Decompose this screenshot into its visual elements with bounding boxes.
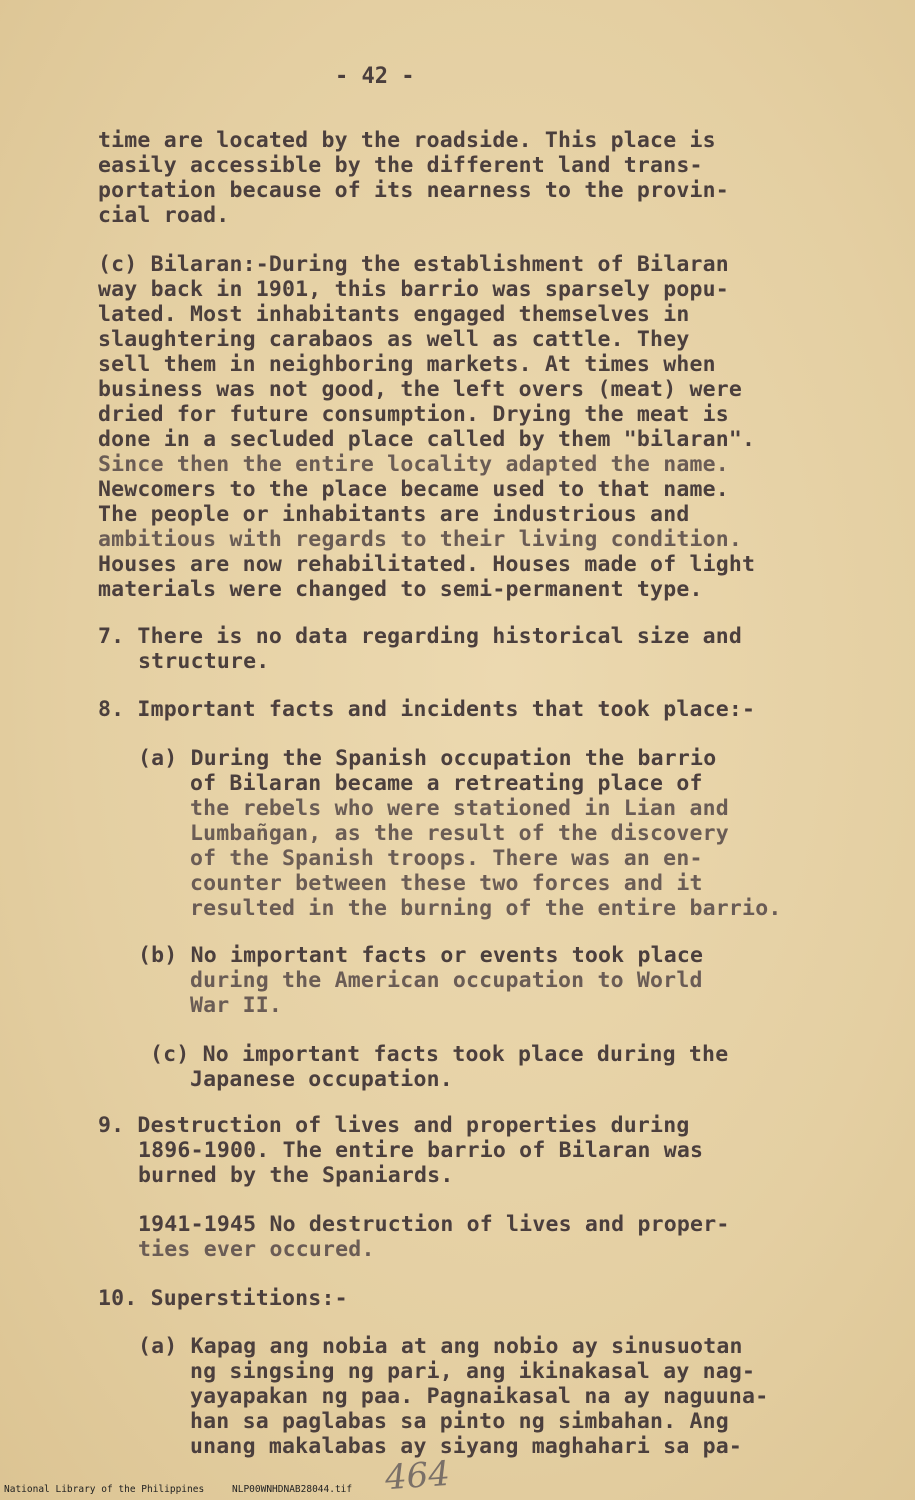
- text-line: of Bilaran became a retreating place of: [190, 771, 703, 796]
- text-line: during the American occupation to World: [190, 968, 703, 993]
- handwritten-page-number: 464: [383, 1453, 452, 1499]
- text-line: War II.: [190, 993, 283, 1018]
- text-line: way back in 1901, this barrio was sparsely popu-: [98, 277, 729, 302]
- footer-library: National Library of the Philippines: [4, 1484, 205, 1495]
- text-line: han sa paglabas sa pinto ng simbahan. Ang: [190, 1409, 729, 1434]
- text-line: Japanese occupation.: [190, 1067, 453, 1092]
- text-line: sell them in neighboring markets. At times when: [98, 352, 716, 377]
- text-line: 1941-1945 No destruction of lives and proper-: [138, 1212, 730, 1237]
- text-line: The people or inhabitants are industrious and: [98, 502, 690, 527]
- text-line: 9. Destruction of lives and properties during: [98, 1113, 690, 1138]
- text-line: ng singsing ng pari, ang ikinakasal ay nag-: [190, 1359, 756, 1384]
- text-line: yayapakan ng paa. Pagnaikasal na ay naguuna-: [190, 1384, 769, 1409]
- text-line: (b) No important facts or events took place: [138, 943, 704, 968]
- text-line: Lumbañgan, as the result of the discovery: [190, 821, 729, 846]
- text-line: (a) During the Spanish occupation the barrio: [138, 746, 717, 771]
- text-line: resulted in the burning of the entire barrio.: [190, 896, 782, 921]
- text-line: (c) Bilaran:-During the establishment of Bilaran: [98, 252, 729, 277]
- text-line: time are located by the roadside. This place is: [98, 128, 716, 153]
- text-line: the rebels who were stationed in Lian and: [190, 796, 729, 821]
- text-line: (c) No important facts took place during the: [150, 1042, 729, 1067]
- text-line: ties ever occured.: [138, 1237, 375, 1262]
- text-line: business was not good, the left overs (meat) were: [98, 377, 743, 402]
- footer-filename: NLP00WNHDNAB28044.tif: [232, 1484, 353, 1495]
- text-line: burned by the Spaniards.: [138, 1163, 454, 1188]
- text-line: lated. Most inhabitants engaged themselves in: [98, 302, 690, 327]
- text-line: counter between these two forces and it: [190, 871, 703, 896]
- text-line: done in a secluded place called by them "bilaran".: [98, 427, 756, 452]
- text-line: 7. There is no data regarding historical size and: [98, 624, 743, 649]
- text-line: 1896-1900. The entire barrio of Bilaran was: [138, 1138, 704, 1163]
- text-line: easily accessible by the different land trans-: [98, 153, 703, 178]
- text-line: (a) Kapag ang nobia at ang nobio ay sinusuotan: [138, 1334, 743, 1359]
- text-line: 8. Important facts and incidents that took place:-: [98, 697, 756, 722]
- text-line: Since then the entire locality adapted the name.: [98, 452, 729, 477]
- text-line: portation because of its nearness to the provin-: [98, 178, 729, 203]
- text-line: ambitious with regards to their living condition.: [98, 527, 743, 552]
- text-line: materials were changed to semi-permanent type.: [98, 577, 703, 602]
- text-line: Houses are now rehabilitated. Houses made of light: [98, 552, 756, 577]
- text-line: structure.: [138, 649, 270, 674]
- text-line: dried for future consumption. Drying the meat is: [98, 402, 729, 427]
- text-line: of the Spanish troops. There was an en-: [190, 846, 703, 871]
- page-number: - 42 -: [335, 64, 415, 89]
- text-line: Newcomers to the place became used to that name.: [98, 477, 729, 502]
- text-line: 10. Superstitions:-: [98, 1286, 348, 1311]
- text-line: cial road.: [98, 203, 230, 228]
- text-line: unang makalabas ay siyang maghahari sa pa-: [190, 1434, 743, 1459]
- text-line: slaughtering carabaos as well as cattle. They: [98, 327, 690, 352]
